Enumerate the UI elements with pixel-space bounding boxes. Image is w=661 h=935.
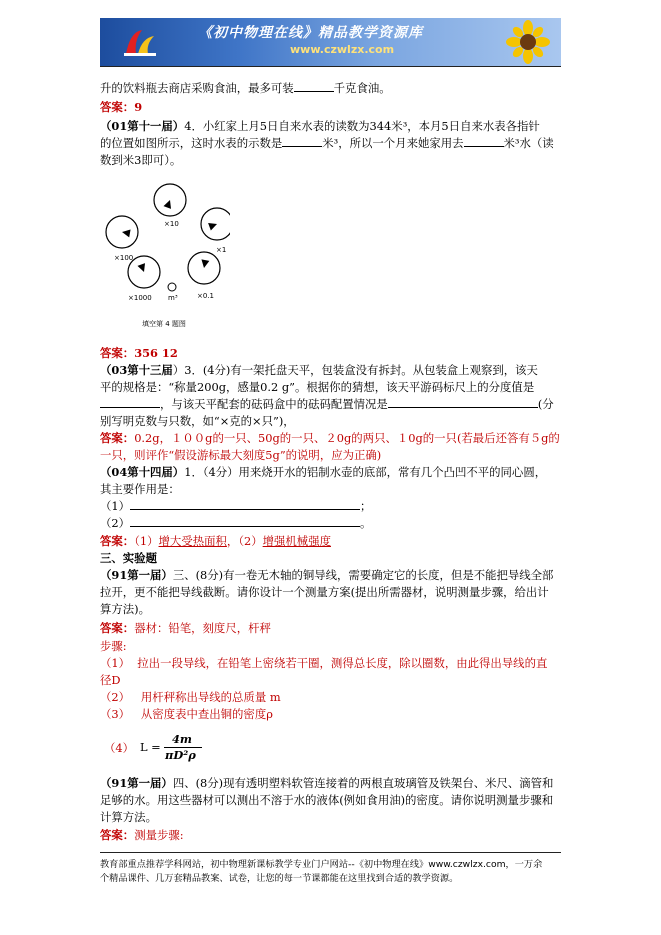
answer-line: 径D [100,673,121,687]
meter-label: ×100 [114,254,134,262]
text-line: 别写明克数与只数，如“×克的×只”)， [100,414,295,428]
text-line: 算方法)。 [100,602,151,616]
text-line: 升的饮料瓶去商店采购食油，最多可装 千克食油。 [100,81,391,95]
footer-line: 个精品课件、几万套精品教案、试卷，让您的每一节课都能在这里找到合适的教学资源。 [100,873,459,884]
question-line: （91第一届）三、(8分)有一卷无木轴的铜导线，需要确定它的长度，但是不能把导线全部 [100,568,554,582]
answer-line: （2） 用杆秤称出导线的总质量 m [100,690,281,704]
formula-numerator: 4m [172,732,192,746]
answer-line: （3） 从密度表中查出铜的密度ρ [100,707,273,721]
answer-line: 答案：9 [100,100,143,114]
text-line: 足够的水。用这些器材可以测出不溶于水的液体(例如食用油)的密度。请你说明测量步骤和 [100,793,554,807]
meter-label: ×0.1 [197,292,214,300]
sunflower-icon [501,20,555,64]
section-heading: 三、实验题 [100,551,157,565]
text-line: 平的规格是：“称量200g，感量0.2 g”。根据你的猜想，该天平游码标尺上的分度值是 [100,380,535,394]
text-line: 其主要作用是： [100,482,180,496]
answer-line: 步骤: [100,639,127,653]
text-line: 拉开，更不能把导线截断。请你设计一个测量方案(提出所需器材，说明测量步骤，给出计 [100,585,549,599]
text-line: 计算方法。 [100,810,157,824]
water-meter-figure [100,180,230,340]
figure-caption: 填空第 4 题图 [142,320,186,328]
answer-line: （1） 拉出一段导线，在铅笔上密绕若干圈，测得总长度，除以圈数，由此得出导线的直 [100,656,548,670]
text-line: （1） ； [100,499,372,513]
formula-denominator: πD²ρ [165,748,196,762]
text-line: 数到米3即可）。 [100,153,182,167]
question-line: （03第十三届）3．(4分)有一架托盘天平，包装盒没有拆封。从包装盒上观察到，该天 [100,363,538,377]
text-line: ，与该天平配套的砝码盒中的砝码配置情况是 (分 [100,396,554,412]
question-line: （91第一届）四、(8分)现有透明塑料软管连接着的两根直玻璃管及铁架台、米尺、滴管和 [100,776,554,790]
answer-line: 答案：356 12 [100,346,178,360]
answer-line: 一只，则评作“假设游标最大刻度5g”的说明，应为正确) [100,448,382,462]
meter-label: ×1000 [128,294,152,302]
meter-label: ×10 [164,220,179,228]
header-divider [100,66,561,67]
question-line: （04第十四届）1．（4分）用来烧开水的铝制水壶的底部，常有几个凸凹不平的同心圆， [100,465,547,479]
answer-line: 答案：测量步骤: [100,828,184,842]
text-line: 的位置如图所示，这时水表的示数是 米³，所以一个月来她家用去 米³水（读 [100,136,554,150]
answer-line: 答案：0.2g，１００g的一只、50g的一只、２0g的两只、１0g的一只(若最后还答有５g的 [100,431,560,445]
text-line: （2） 。 [100,516,372,530]
site-banner [100,18,561,66]
banner-title: 《初中物理在线》精品教学资源库 [198,25,423,41]
banner-url[interactable]: www.czwlzx.com [290,43,395,56]
footer-divider [100,852,561,853]
question-line: （01第十一届）4．小红家上月5日自来水表的读数为344米³，本月5日自来水表各指针 [100,119,540,133]
site-logo-icon [120,26,160,58]
answer-line: 答案：（1）增大受热面积，（2）增强机械强度 [100,534,331,548]
footer-line: 教育部重点推荐学科网站，初中物理新课标教学专业门户网站--《初中物理在线》www.czwlzx.com，一万余 [100,859,543,870]
answer-line: 答案：器材：铅笔，刻度尺，杆秤 [100,621,271,635]
meter-label: ×1 [216,246,227,254]
meter-label: m³ [168,294,178,302]
